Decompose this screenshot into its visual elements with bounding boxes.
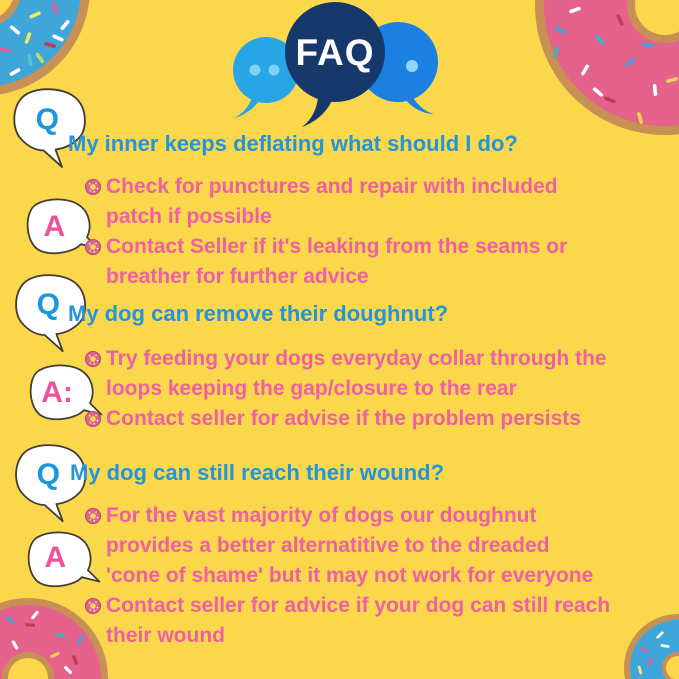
donut-bullet-icon [84,238,102,256]
answer-item [84,404,676,434]
a-label-2: A: [41,375,73,409]
answer-item [84,172,674,232]
donut-image-top-right [535,0,679,135]
answer-text: Try feeding your dogs everyday collar through the loops keeping the gap/closure to the rear [106,347,607,400]
chat-bubble-main-icon [285,2,385,127]
answer-text: Contact seller for advise if the problem persists [106,407,581,430]
donut-bullet-icon [84,507,102,525]
question-text-1: My inner keeps deflating what should I do? [68,131,518,156]
donut-bullet-icon [84,350,102,368]
answers-block-3 [84,501,676,651]
answer-text: Contact Seller if it's leaking from the seams or breather for further advice [106,235,568,288]
answers-block-1 [84,172,674,292]
question-bubble-3 [6,440,96,534]
question-text-3: My dog can still reach their wound? [70,460,445,485]
answer-text: Check for punctures and repair with included patch if possible [106,175,558,228]
answer-text: For the vast majority of dogs our doughnut provides a better alternatitive to the dreaded 'cone of shame' but it may not work for everyone [106,504,594,587]
q-label-2: Q [36,287,60,321]
donut-bullet-icon [84,410,102,428]
donut-bullet-icon [84,597,102,615]
q-label-3: Q [36,457,60,491]
a-label-1: A [43,209,66,243]
faq-title: FAQ [295,32,375,73]
answer-item [84,591,676,651]
answer-text: Contact seller for advice if your dog can still reach their wound [106,594,611,647]
answer-item [84,344,676,404]
donut-bullet-icon [84,178,102,196]
answer-item [84,501,676,591]
a-label-3: A [44,541,67,575]
donut-image-top-left [0,0,90,96]
question-text-2: My dog can remove their doughnut? [68,301,449,326]
answers-block-2 [84,344,676,434]
answer-item [84,232,674,292]
faq-logo [228,0,440,128]
q-label-1: Q [35,102,59,136]
